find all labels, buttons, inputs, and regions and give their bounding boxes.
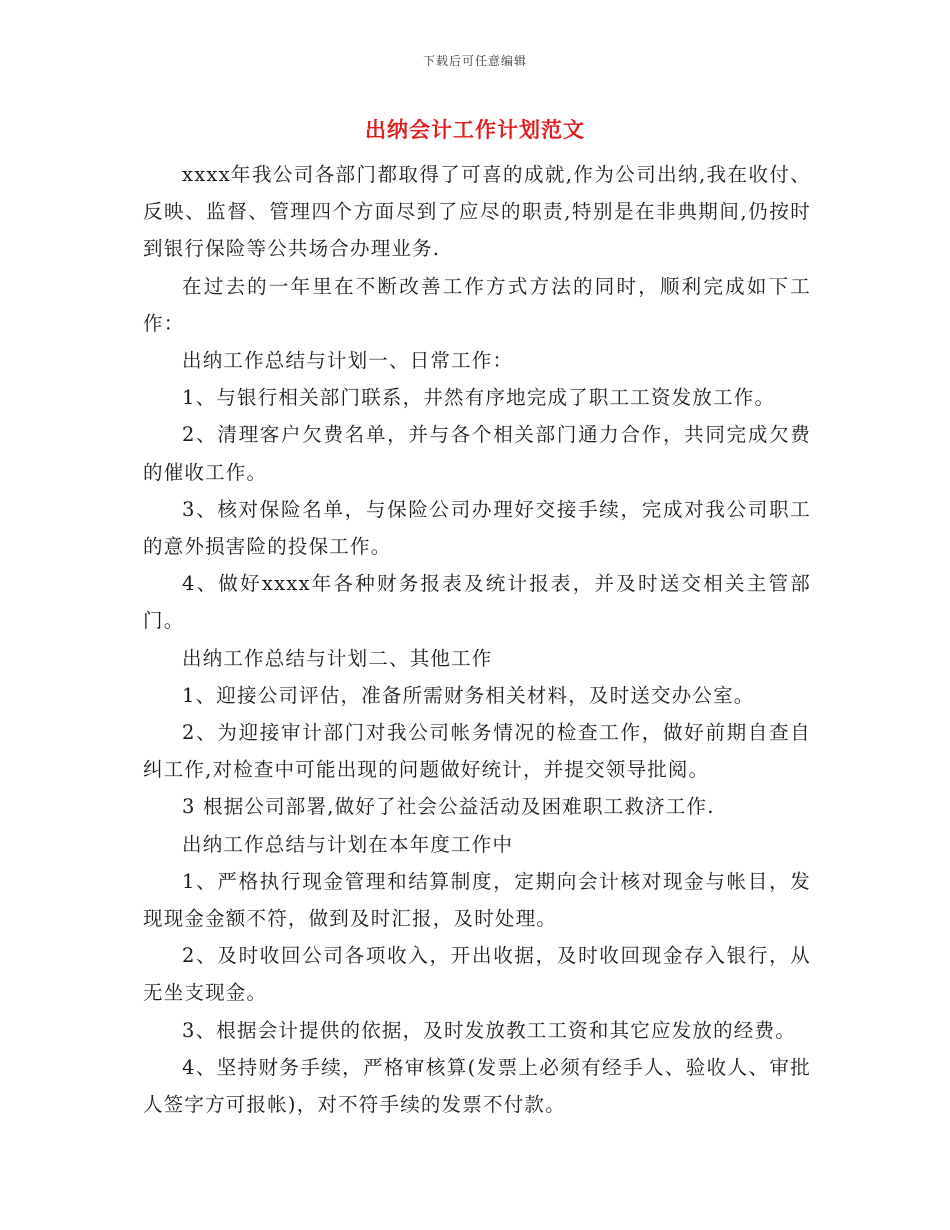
list-item: 4、坚持财务手续，严格审核算(发票上必须有经手人、验收人、审批人签字方可报帐)，对不符手续的发票不付款。 xyxy=(143,1055,811,1117)
list-item: 4、做好xxxx年各种财务报表及统计报表，并及时送交相关主管部门。 xyxy=(143,572,811,633)
paragraph-intro: xxxx年我公司各部门都取得了可喜的成就,作为公司出纳,我在收付、反映、监督、管理四个方面尽到了应尽的职责,特别是在非典期间,仍按时到银行保险等公共场合办理业务. xyxy=(143,163,811,261)
paragraph-past-year: 在过去的一年里在不断改善工作方式方法的同时，顺利完成如下工作： xyxy=(143,274,811,335)
list-item: 2、为迎接审计部门对我公司帐务情况的检查工作，做好前期自查自纠工作,对检查中可能出现的问题做好统计，并提交领导批阅。 xyxy=(143,721,811,782)
list-item: 3 根据公司部署,做好了社会公益活动及困难职工救济工作. xyxy=(182,795,715,819)
document-body xyxy=(143,156,811,1123)
section-heading-this-year: 出纳工作总结与计划在本年度工作中 xyxy=(182,832,514,856)
list-item: 1、严格执行现金管理和结算制度，定期向会计核对现金与帐目，发现现金金额不符，做到及时汇报，及时处理。 xyxy=(143,869,811,931)
list-item: 3、根据会计提供的依据，及时发放教工工资和其它应发放的经费。 xyxy=(182,1018,796,1042)
list-item: 2、清理客户欠费名单，并与各个相关部门通力合作，共同完成欠费的催收工作。 xyxy=(143,423,811,484)
header-note: 下载后可任意编辑 xyxy=(422,54,527,68)
list-item: 1、迎接公司评估，准备所需财务相关材料，及时送交办公室。 xyxy=(182,683,755,707)
section-heading-other-work: 出纳工作总结与计划二、其他工作 xyxy=(182,646,493,670)
section-heading-daily-work: 出纳工作总结与计划一、日常工作： xyxy=(182,349,514,373)
list-item: 2、及时收回公司各项收入，开出收据，及时收回现金存入银行，从无坐支现金。 xyxy=(143,944,811,1005)
document-title: 出纳会计工作计划范文 xyxy=(365,117,585,142)
list-item: 1、与银行相关部门联系，井然有序地完成了职工工资发放工作。 xyxy=(182,386,776,410)
list-item: 3、核对保险名单，与保险公司办理好交接手续，完成对我公司职工的意外损害险的投保工作。 xyxy=(143,497,811,559)
